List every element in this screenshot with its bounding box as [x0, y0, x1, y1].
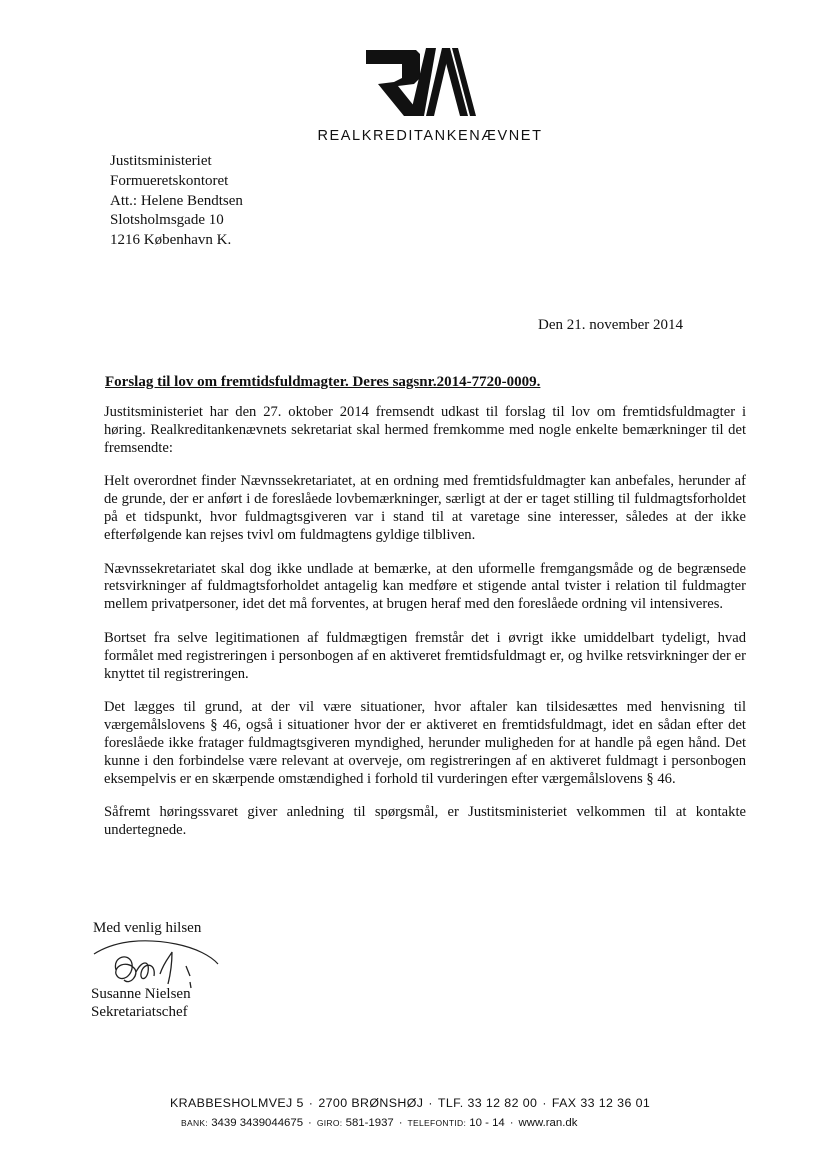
recipient-line: Slotsholmsgade 10	[110, 212, 224, 229]
footer-telefontid-label: TELEFONTID:	[407, 1118, 467, 1128]
footer-giro-label: GIRO:	[316, 1118, 343, 1128]
footer-giro-value: 581-1937	[345, 1117, 394, 1129]
signer-title: Sekretariatschef	[91, 1004, 188, 1020]
footer-separator: ·	[308, 1117, 312, 1129]
footer-city: 2700 BRØNSHØJ	[318, 1096, 424, 1110]
letter-body	[104, 404, 746, 856]
footer-separator: ·	[509, 1117, 514, 1129]
letter-subject: Forslag til lov om fremtidsfuldmagter. Deres sagsnr.2014-7720-0009.	[105, 374, 541, 390]
body-paragraph: Bortset fra selve legitimationen af fuldmægtigen fremstår det i øvrigt ikke umiddelbart tydeligt, hvad formålet med registreringen i personbogen af en aktiveret fremtidsfuldmagt er, og hvilke retsvirkninger der er knyttet til registreringen.	[104, 629, 746, 682]
recipient-line: Formueretskontoret	[110, 172, 229, 189]
body-paragraph: Helt overordnet finder Nævnssekretariatet, at en ordning med fremtidsfuldmagter kan anbefales, herunder af de grunde, der er anført i de foreslåede lovbemærkninger, særligt at der er taget stilling til fuldmagtsforholdet på et tidspunkt, hvor fuldmagtsgiveren var i stand til at varetage sine interesser, således at der ikke efterfølgende kan rejses tvivl om fuldmagtens gyldige tilbliven.	[104, 473, 746, 543]
closing-greeting: Med venlig hilsen	[93, 920, 202, 936]
body-paragraph: Det lægges til grund, at der vil være situationer, hvor aftaler kan tilsidesættes med henvisning til værgemålslovens § 46, også i situationer hvor der er aktiveret en fremtidsfuldmagt, idet en sådan efter det foreslåede ikke fratager fuldmagtsgiveren myndighed, herunder muligheden for at handle på egen hånd. Det kunne i den forbindelse være relevant at overveje, om registreringen af en aktiveret fuldmagt i personbogen eksempelvis er en skærpende omstændighed i forhold til vurderingen efter værgemålslovens § 46.	[104, 699, 746, 787]
footer-website-link[interactable]: www.ran.dk	[518, 1117, 578, 1129]
footer-separator: ·	[308, 1096, 314, 1110]
footer-bank-label: BANK:	[181, 1118, 209, 1128]
footer-bank-line	[181, 1117, 621, 1129]
letter-date: Den 21. november 2014	[538, 317, 683, 333]
footer-separator: ·	[542, 1096, 547, 1110]
signer-name: Susanne Nielsen	[91, 986, 191, 1002]
body-paragraph: Såfremt høringssvaret giver anledning til spørgsmål, er Justitsministeriet velkommen til at kontakte undertegnede.	[104, 804, 746, 839]
footer-contact-line	[170, 1096, 651, 1110]
recipient-line: Justitsministeriet	[110, 153, 212, 169]
footer-phone: TLF. 33 12 82 00	[437, 1096, 538, 1110]
footer-telefontid-value: 10 - 14	[469, 1117, 505, 1129]
body-paragraph: Nævnssekretariatet skal dog ikke undlade at bemærke, at den uformelle fremgangsmåde og de begrænsede retsvirkninger af fuldmagtsforholdet antagelig kan medføre et stigende antal tvister i relation til fuldmagter mellem privatpersoner, idet det må forventes, at brugen heraf med den foreslåede ordning vil intensiveres.	[104, 560, 746, 613]
recipient-line: 1216 København K.	[110, 232, 232, 249]
ran-logo	[364, 44, 476, 120]
organization-name: REALKREDITANKENÆVNET	[317, 128, 543, 144]
footer-address: KRABBESHOLMVEJ 5	[170, 1096, 304, 1110]
recipient-address	[110, 152, 243, 251]
footer-separator: ·	[428, 1096, 433, 1110]
footer-bank-value: 3439 3439044675	[211, 1117, 304, 1129]
footer-fax: FAX 33 12 36 01	[551, 1096, 651, 1110]
recipient-line: Att.: Helene Bendtsen	[110, 192, 243, 209]
body-paragraph: Justitsministeriet har den 27. oktober 2014 fremsendt udkast til forslag til lov om fremtidsfuldmagter i høring. Realkreditankenævnets sekretariat skal hermed fremkomme med nogle enkelte bemærkninger til det fremsendte:	[104, 404, 746, 456]
footer-separator: ·	[398, 1117, 403, 1129]
